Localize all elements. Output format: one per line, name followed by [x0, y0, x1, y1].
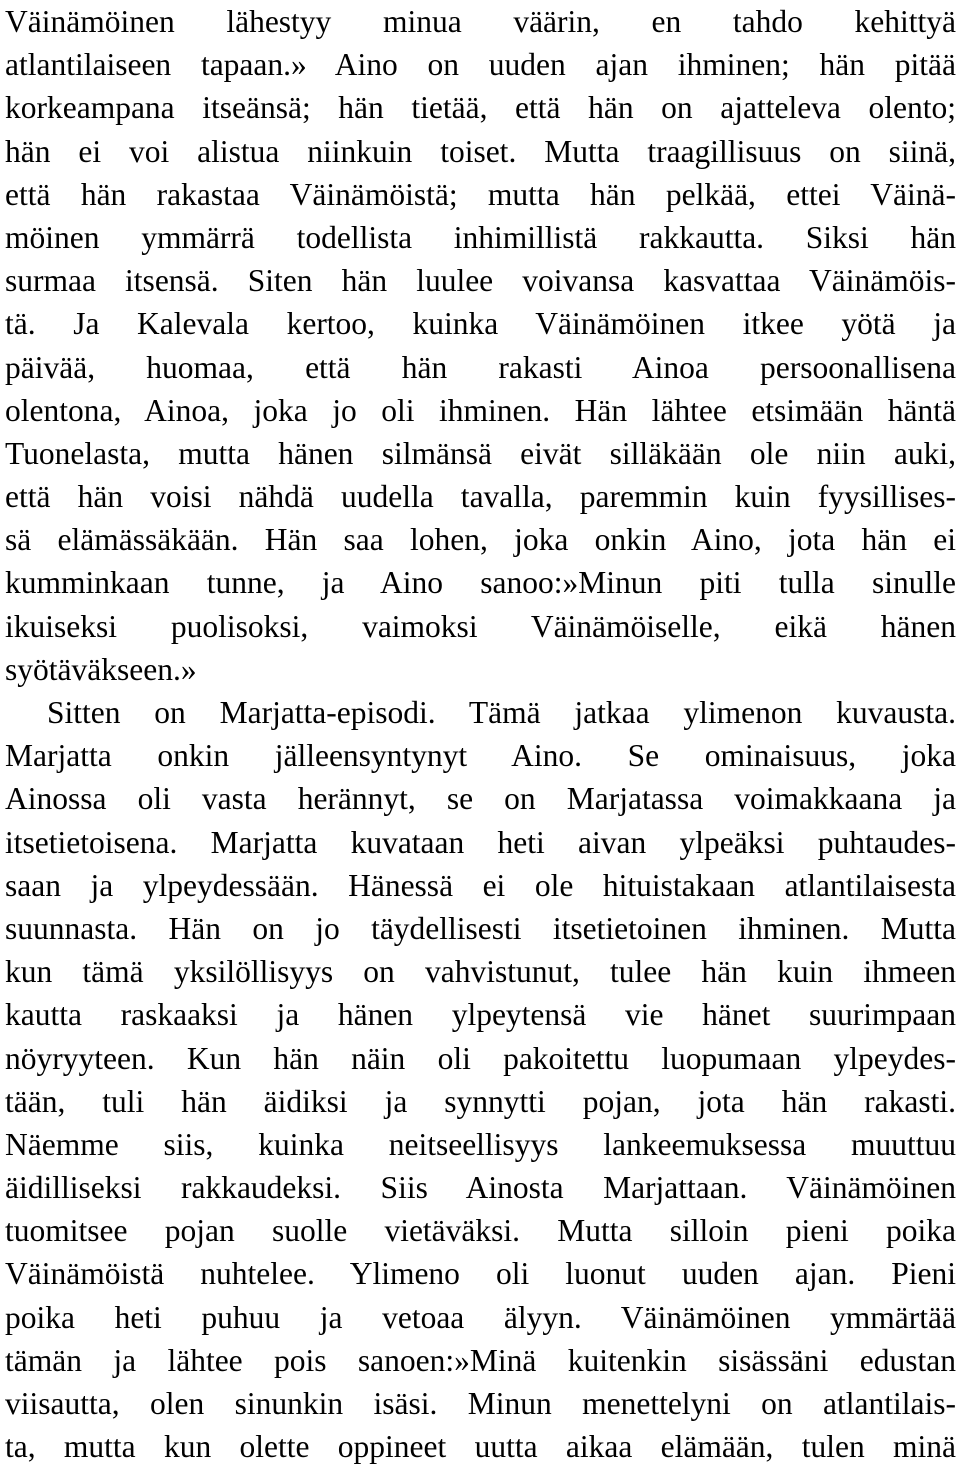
text-line: tä. Ja Kalevala kertoo, kuinka Väinämöinen itkee yötä ja: [5, 306, 956, 342]
text-line: että hän rakastaa Väinämöistä; mutta hän pelkää, ettei Väinä-: [5, 176, 956, 212]
text-line: poika heti puhuu ja vetoaa älyyn. Väinämöinen ymmärtää: [5, 1299, 956, 1335]
text-line: syötäväkseen.»: [5, 651, 197, 687]
text-line: Väinämöistä nuhtelee. Ylimeno oli luonut uuden ajan. Pieni: [5, 1256, 956, 1292]
text-line: Näemme siis, kuinka neitseellisyys lankeemuksessa muuttuu: [5, 1126, 956, 1162]
text-line: päivää, huomaa, että hän rakasti Ainoa persoonallisena: [5, 349, 956, 385]
text-line: nöyryyteen. Kun hän näin oli pakoitettu luopumaan ylpeydes-: [5, 1040, 956, 1076]
text-line: Sitten on Marjatta-episodi. Tämä jatkaa ylimenon kuvausta.: [47, 695, 956, 730]
text-line: itsetietoisena. Marjatta kuvataan heti aivan ylpeäksi puhtaudes-: [5, 824, 956, 860]
text-line: olentona, Ainoa, joka jo oli ihminen. Hän lähtee etsimään häntä: [5, 392, 956, 428]
text-line: Väinämöinen lähestyy minua väärin, en tahdo kehittyä: [5, 4, 956, 39]
text-line: kautta raskaaksi ja hänen ylpeytensä vie hänet suurimpaan: [5, 997, 956, 1033]
text-line: surmaa itsensä. Siten hän luulee voivansa kasvattaa Väinämöis-: [5, 263, 956, 299]
text-line: möinen ymmärrä todellista inhimillistä rakkautta. Siksi hän: [5, 219, 956, 255]
text-line: hän ei voi alistua niinkuin toiset. Mutta traagillisuus on siinä,: [5, 133, 956, 169]
text-line: ikuiseksi puolisoksi, vaimoksi Väinämöiselle, eikä hänen: [5, 608, 956, 644]
text-line: ta, mutta kun olette oppineet uutta aikaa elämään, tulen minä: [5, 1429, 956, 1465]
text-line: tuomitsee pojan suolle vietäväksi. Mutta silloin pieni poika: [5, 1213, 956, 1249]
text-line: Marjatta onkin jälleensyntynyt Aino. Se ominaisuus, joka: [5, 738, 956, 774]
text-line: äidilliseksi rakkaudeksi. Siis Ainosta Marjattaan. Väinämöinen: [5, 1170, 956, 1206]
text-line: Ainossa oli vasta herännyt, se on Marjatassa voimakkaana ja: [5, 781, 956, 817]
text-line: kumminkaan tunne, ja Aino sanoo:»Minun piti tulla sinulle: [5, 565, 956, 601]
text-line: saan ja ylpeydessään. Hänessä ei ole hituistakaan atlantilaisesta: [5, 867, 956, 903]
text-line: korkeampana itseänsä; hän tietää, että hän on ajatteleva olento;: [5, 90, 956, 126]
text-line: Tuonelasta, mutta hänen silmänsä eivät silläkään ole niin auki,: [5, 435, 956, 471]
text-line: tämän ja lähtee pois sanoen:»Minä kuitenkin sisässäni edustan: [5, 1342, 956, 1378]
body-text: [5, 0, 956, 1468]
text-line: atlantilaiseen tapaan.» Aino on uuden ajan ihminen; hän pitää: [5, 47, 956, 83]
text-line: tään, tuli hän äidiksi ja synnytti pojan, jota hän rakasti.: [5, 1083, 956, 1119]
text-line: suunnasta. Hän on jo täydellisesti itsetietoinen ihminen. Mutta: [5, 910, 956, 946]
text-line: sä elämässäkään. Hän saa lohen, joka onkin Aino, jota hän ei: [5, 522, 956, 558]
text-line: viisautta, olen sinunkin isäsi. Minun menettelyni on atlantilais-: [5, 1386, 956, 1421]
text-line: että hän voisi nähdä uudella tavalla, paremmin kuin fyysillises-: [5, 479, 956, 515]
text-line: kun tämä yksilöllisyys on vahvistunut, tulee hän kuin ihmeen: [5, 954, 956, 990]
